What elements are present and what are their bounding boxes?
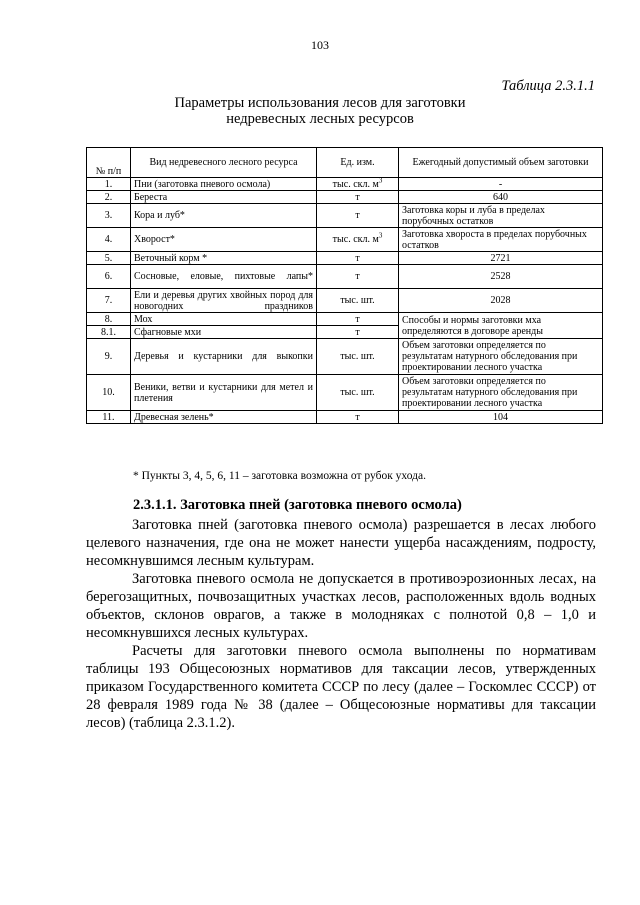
row-volume: 2528 — [399, 265, 603, 289]
table-title-line-2: недревесных лесных ресурсов — [226, 111, 414, 127]
paragraph: Расчеты для заготовки пневого осмола выполнены по нормативам таблицы 193 Общесоюзных нормативов для таксации лесов, утвержденных приказом Государственного комитета СССР по лесу (далее – Госкомлес СССР) от 28 февраля 1989 года № 38 (далее – Общесоюзные нормативы для таксации лесов) (таблица 2.3.1.2). — [86, 643, 596, 731]
row-unit: т — [317, 265, 399, 289]
table-row — [87, 204, 603, 228]
table-row — [87, 411, 603, 424]
row-volume: Заготовка коры и луба в пределах порубочных остатков — [399, 204, 603, 228]
row-kind: Сосновые, еловые, пихтовые лапы* — [131, 265, 317, 289]
table-reference: Таблица 2.3.1.1 — [501, 78, 595, 94]
page-number: 103 — [311, 38, 329, 52]
row-unit: т — [317, 313, 399, 326]
row-volume: 2028 — [399, 289, 603, 313]
row-unit: тыс. шт. — [317, 339, 399, 375]
row-volume: Объем заготовки определяется по результатам натурного обследования при проектировании лесного участка — [399, 375, 603, 411]
row-unit: т — [317, 252, 399, 265]
table-title-line-1: Параметры использования лесов для заготовки — [174, 95, 466, 111]
table-row — [87, 289, 603, 313]
header-unit: Ед. изм. — [317, 148, 399, 178]
parameters-table — [86, 147, 603, 424]
row-volume: Объем заготовки определяется по результатам натурного обследования при проектировании лесного участка — [399, 339, 603, 375]
row-kind: Веточный корм * — [131, 252, 317, 265]
table-row — [87, 178, 603, 191]
row-unit: тыс. шт. — [317, 375, 399, 411]
unit-superscript: 3 — [378, 176, 383, 185]
table-row — [87, 228, 603, 252]
paragraph: Заготовка пней (заготовка пневого осмола) разрешается в лесах любого целевого назначения, где она не может нанести ущерба насаждениям, подросту, несомкнувшимся лесным культурам. — [86, 517, 596, 569]
row-volume: - — [399, 178, 603, 191]
row-kind: Веники, ветви и кустарники для метел и плетения — [131, 375, 317, 411]
unit-text: тыс. скл. м — [332, 234, 379, 245]
body-text — [86, 516, 596, 732]
table-row — [87, 265, 603, 289]
row-kind: Сфагновые мхи — [131, 326, 317, 339]
row-unit — [317, 178, 399, 191]
header-num: № п/п — [87, 148, 131, 178]
row-kind: Ели и деревья других хвойных пород для новогодних праздников — [131, 289, 317, 313]
table-row — [87, 191, 603, 204]
row-kind: Хворост* — [131, 228, 317, 252]
paragraph: Заготовка пневого осмола не допускается в противоэрозионных лесах, на берегозащитных, почвозащитных участках лесов, расположенных вдоль водных объектов, склонов оврагов, а также в молодняках с полнотой 0,8 – 1,0 и несомкнувшихся лесных культурах. — [86, 571, 596, 641]
unit-superscript: 3 — [378, 231, 383, 240]
row-volume: 2721 — [399, 252, 603, 265]
row-num: 11. — [87, 411, 131, 424]
row-kind: Древесная зелень* — [131, 411, 317, 424]
table-row — [87, 339, 603, 375]
row-num: 9. — [87, 339, 131, 375]
table-title — [0, 95, 640, 127]
row-num: 1. — [87, 178, 131, 191]
row-unit: тыс. шт. — [317, 289, 399, 313]
row-num: 8.1. — [87, 326, 131, 339]
table-header-row — [87, 148, 603, 178]
row-num: 7. — [87, 289, 131, 313]
header-kind: Вид недревесного лесного ресурса — [131, 148, 317, 178]
row-kind: Береста — [131, 191, 317, 204]
row-num: 3. — [87, 204, 131, 228]
row-num: 4. — [87, 228, 131, 252]
row-num: 8. — [87, 313, 131, 326]
row-unit — [317, 228, 399, 252]
table-row — [87, 252, 603, 265]
row-kind: Пни (заготовка пневого осмола) — [131, 178, 317, 191]
row-volume: Заготовка хвороста в пределах порубочных остатков — [399, 228, 603, 252]
row-unit: т — [317, 411, 399, 424]
row-num: 10. — [87, 375, 131, 411]
row-unit: т — [317, 191, 399, 204]
row-unit: т — [317, 204, 399, 228]
row-kind: Кора и луб* — [131, 204, 317, 228]
header-volume: Ежегодный допустимый объем заготовки — [399, 148, 603, 178]
moss-volume: Способы и нормы заготовки мха определяются в договоре аренды — [399, 313, 603, 339]
table-row — [87, 313, 603, 326]
table-footnote: * Пункты 3, 4, 5, 6, 11 – заготовка возможна от рубок ухода. — [133, 470, 426, 482]
row-kind: Мох — [131, 313, 317, 326]
row-num: 6. — [87, 265, 131, 289]
row-num: 2. — [87, 191, 131, 204]
unit-text: тыс. скл. м — [332, 178, 379, 190]
row-kind: Деревья и кустарники для выкопки — [131, 339, 317, 375]
section-heading: 2.3.1.1. Заготовка пней (заготовка пневого осмола) — [133, 497, 462, 513]
row-volume: 640 — [399, 191, 603, 204]
row-num: 5. — [87, 252, 131, 265]
table-row — [87, 375, 603, 411]
row-volume: 104 — [399, 411, 603, 424]
row-unit: т — [317, 326, 399, 339]
